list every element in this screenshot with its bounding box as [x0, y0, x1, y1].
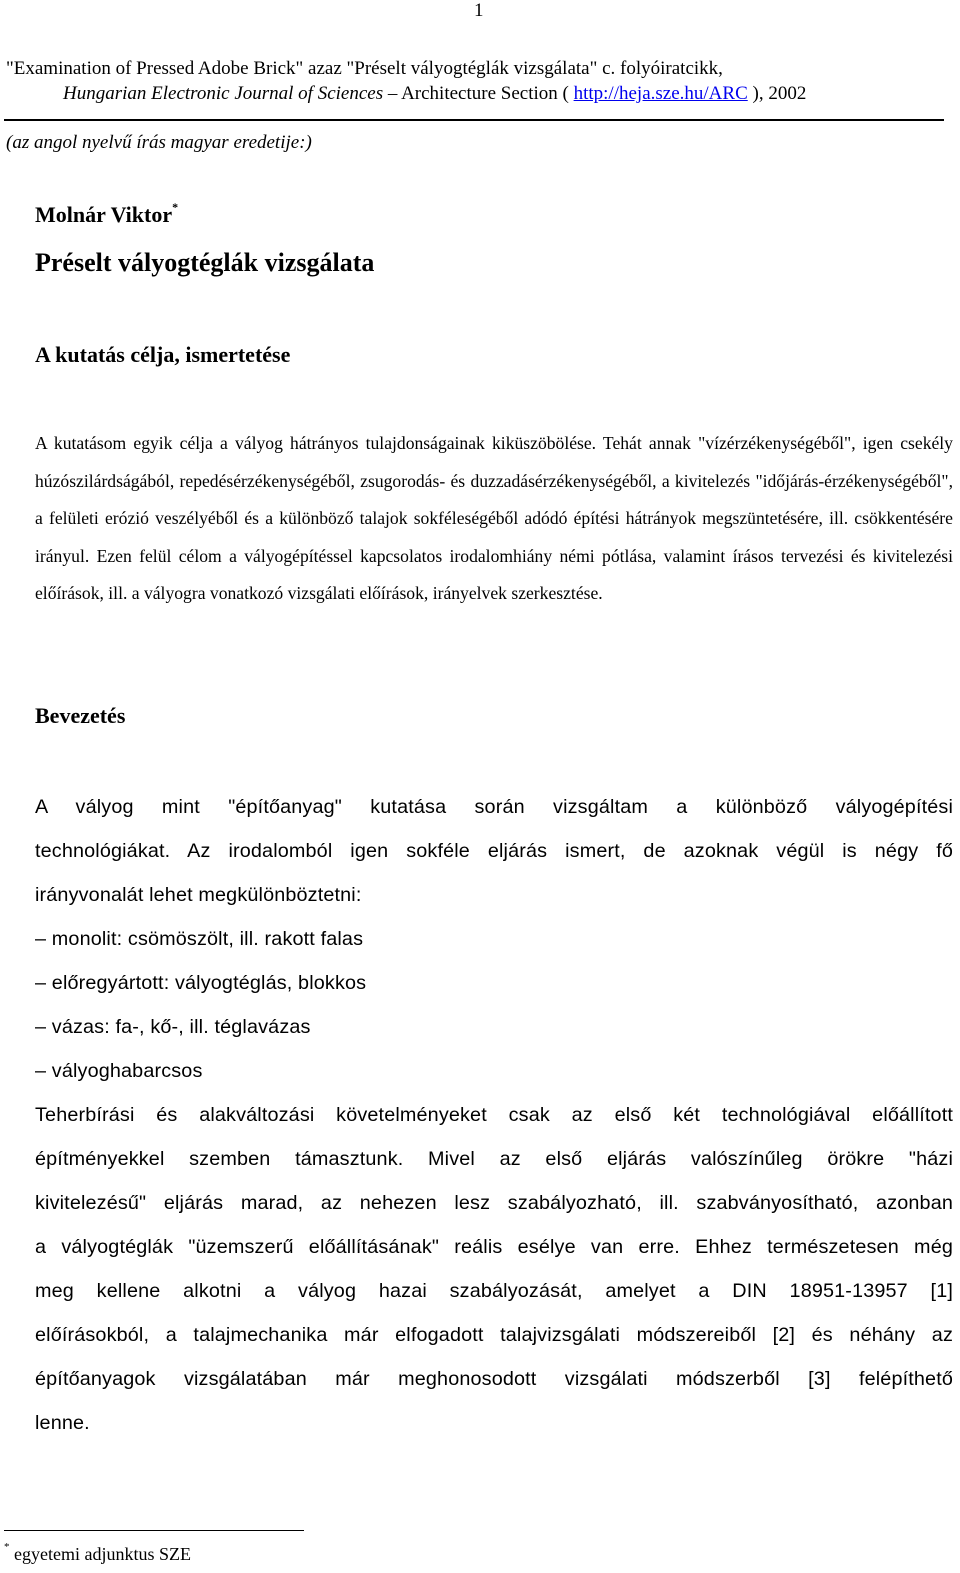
footnote [4, 1541, 191, 1565]
intro-paragraph [35, 785, 953, 1445]
footnote-mark: * [4, 1541, 10, 1553]
paragraph-line: irányvonalát lehet megkülönböztetni: [35, 884, 362, 906]
paragraph-line: technológiákat. Az irodalomból igen sokféle eljárás ismert, de azoknak végül is négy fő [35, 840, 953, 862]
journal-link[interactable]: http://heja.sze.hu/ARC [573, 83, 748, 104]
citation-line: "Examination of Pressed Adobe Brick" azaz "Préselt vályogtéglák vizsgálata" c. folyóiratcikk, [6, 58, 723, 79]
journal-year: ), 2002 [747, 83, 807, 104]
section-heading-intro: Bevezetés [35, 703, 126, 728]
paragraph-line: Teherbírási és alakváltozási követelményeket csak az első két technológiával előállított [35, 1104, 953, 1126]
paragraph-line: A kutatásom egyik célja a vályog hátrányos tulajdonságainak kiküszöbölése. Tehát annak [35, 433, 691, 453]
paragraph-line: a vályogtéglák "üzemszerű előállításának" reális esélye van erre. Ehhez természetesen még [35, 1236, 953, 1258]
paragraph-line: építményekkel szemben támasztunk. Mivel az első eljárás valószínűleg örökre "házi [35, 1148, 953, 1170]
list-item: – előregyártott: vályogtéglás, blokkos [35, 972, 367, 994]
footnote-divider [4, 1530, 304, 1531]
aim-paragraph [35, 425, 953, 613]
journal-line [63, 83, 806, 105]
author-footnote-mark: * [172, 199, 179, 214]
paragraph-line: különböző talajok sokféleségéből adódó építési hátrányok megszüntetésére, ill. csökkentésére irányul. Ezen [35, 508, 953, 566]
paragraph-line: "vízérzékenységéből", igen csekély húzószilárdságából, repedésérzékenységéből, zsugorodás- és [35, 433, 953, 491]
footnote-text: egyetemi adjunktus SZE [9, 1544, 191, 1564]
section-heading-aim: A kutatás célja, ismertetése [35, 342, 291, 367]
paragraph-line: lenne. [35, 1412, 90, 1434]
author-name [35, 199, 179, 228]
paragraph-line: kivitelezési előírások, ill. a vályogra vonatkozó vizsgálati előírások, irányelvek szerkesztése. [35, 545, 954, 603]
paragraph-line: felül célom a vályogépítéssel kapcsolatos irodalomhiány némi pótlása, valamint írásos tervezési és [139, 545, 866, 566]
list-item: – monolit: csömöszölt, ill. rakott falas [35, 928, 364, 950]
list-item: – vázas: fa-, kő-, ill. téglavázas [35, 1016, 311, 1038]
page-title: Préselt vályogtéglák vizsgálata [35, 248, 375, 277]
paragraph-line: kivitelezésű" eljárás marad, az nehezen lesz szabályozható, ill. szabványosítható, azonban [35, 1192, 953, 1214]
paragraph-line: duzzadásérzékenységéből, a kivitelezés "időjárás-érzékenységéből", a felületi erózió veszélyéből és a [35, 470, 953, 528]
original-note: (az angol nyelvű írás magyar eredetije:) [6, 132, 312, 153]
list-item: – vályoghabarcsos [35, 1060, 203, 1082]
page-number: 1 [474, 0, 484, 21]
journal-name: Hungarian Electronic Journal of Sciences [63, 83, 384, 104]
paragraph-line: építőanyagok vizsgálatában már meghonosodott vizsgálati módszerből [3] felépíthető [35, 1368, 953, 1390]
paragraph-line: előírásokból, a talajmechanika már elfogadott talajvizsgálati módszereiből [2] és néhány az [35, 1324, 953, 1346]
journal-section: – Architecture Section ( [387, 83, 574, 104]
paragraph-line: meg kellene alkotni a vályog hazai szabályozását, amelyet a DIN 18951-13957 [1] [35, 1280, 953, 1302]
paragraph-line: A vályog mint "építőanyag" kutatása során vizsgáltam a különböző vályogépítési [35, 796, 953, 818]
author-text: Molnár Viktor [35, 202, 173, 227]
header-divider [4, 119, 944, 121]
